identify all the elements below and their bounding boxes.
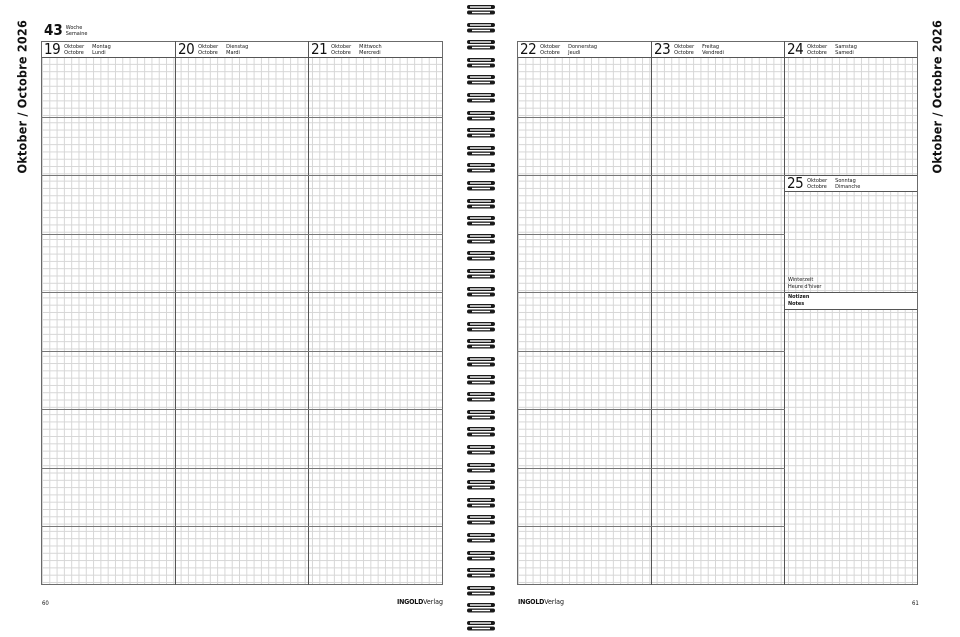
- hour-divider: [517, 234, 785, 235]
- hour-divider: [41, 409, 443, 410]
- weekday-fr: Samedi: [835, 49, 854, 56]
- spiral-ring: [466, 620, 496, 632]
- spiral-ring: [466, 374, 496, 386]
- month-de: Oktober: [674, 43, 695, 50]
- spiral-ring: [466, 514, 496, 526]
- weekday-fr: Mardi: [226, 49, 240, 56]
- weekday-de: Mittwoch: [359, 43, 382, 50]
- column-divider: [651, 41, 652, 585]
- time-change-fr: Heure d'hiver: [788, 283, 822, 290]
- left-side-title: Oktober / Octobre 2026: [14, 20, 30, 174]
- left-page: [0, 0, 466, 637]
- day-number: 19: [44, 40, 61, 58]
- left-brand-logo: [397, 598, 443, 606]
- day-number: 24: [787, 40, 804, 58]
- spiral-ring: [466, 215, 496, 227]
- spiral-ring: [466, 391, 496, 403]
- day-header-sunday: [785, 175, 917, 192]
- hour-divider: [41, 526, 443, 527]
- day-number: 22: [520, 40, 537, 58]
- month-fr: Octobre: [807, 183, 827, 190]
- column-divider: [308, 41, 309, 585]
- week-label-fr: Semaine: [65, 30, 88, 37]
- spiral-ring: [466, 303, 496, 315]
- month-de: Oktober: [807, 43, 828, 50]
- day-label: [331, 44, 381, 56]
- hour-divider: [41, 117, 443, 118]
- spiral-ring: [466, 462, 496, 474]
- week-number: 43: [44, 21, 63, 39]
- time-change-note: [788, 277, 821, 290]
- spiral-ring: [466, 602, 496, 614]
- month-de: Oktober: [807, 177, 828, 184]
- hour-divider: [41, 292, 443, 293]
- spiral-ring: [466, 162, 496, 174]
- weekday-de: Freitag: [702, 43, 720, 50]
- spiral-ring: [466, 532, 496, 544]
- spiral-ring: [466, 321, 496, 333]
- day-label: [674, 44, 724, 56]
- spiral-ring: [466, 22, 496, 34]
- spiral-ring: [466, 57, 496, 69]
- hour-divider: [517, 175, 785, 176]
- month-de: Oktober: [540, 43, 561, 50]
- weekday-fr: Lundi: [92, 49, 106, 56]
- month-de: Oktober: [331, 43, 352, 50]
- hour-divider: [41, 234, 443, 235]
- weekday-de: Donnerstag: [568, 43, 598, 50]
- spiral-ring: [466, 92, 496, 104]
- day-label: [807, 178, 860, 190]
- hour-divider: [517, 292, 785, 293]
- weekday-fr: Mercredi: [359, 49, 381, 56]
- spiral-ring: [466, 479, 496, 491]
- spiral-ring: [466, 198, 496, 210]
- spiral-ring: [466, 250, 496, 262]
- time-change-de: Winterzeit: [788, 277, 814, 283]
- spiral-ring: [466, 233, 496, 245]
- hour-divider: [517, 468, 785, 469]
- column-divider: [175, 41, 176, 585]
- notes-header: [785, 292, 917, 310]
- spiral-ring: [466, 497, 496, 509]
- spiral-ring: [466, 39, 496, 51]
- day-number: 25: [787, 174, 804, 192]
- weekday-de: Samstag: [835, 43, 857, 50]
- hour-divider: [41, 468, 443, 469]
- left-planner-grid[interactable]: [41, 41, 443, 585]
- day-number: 21: [311, 40, 328, 58]
- weekday-fr: Dimanche: [835, 183, 861, 190]
- month-de: Oktober: [198, 43, 219, 50]
- weekday-de: Dienstag: [226, 43, 249, 50]
- hour-divider: [517, 117, 785, 118]
- month-fr: Octobre: [540, 49, 560, 56]
- spiral-ring: [466, 550, 496, 562]
- day-header-wednesday: [309, 42, 442, 58]
- right-side-title: Oktober / Octobre 2026: [929, 20, 945, 174]
- weekday-fr: Vendredi: [702, 49, 724, 56]
- spiral-ring: [466, 180, 496, 192]
- spiral-ring: [466, 409, 496, 421]
- weekday-de: Sonntag: [835, 177, 856, 184]
- weekday-de: Montag: [92, 43, 111, 50]
- brand-bold: INGOLD: [396, 598, 424, 606]
- spiral-ring: [466, 444, 496, 456]
- spiral-ring: [466, 110, 496, 122]
- left-page-number: 60: [42, 600, 49, 607]
- weekday-fr: Jeudi: [568, 49, 581, 56]
- right-planner-grid[interactable]: [517, 41, 918, 585]
- week-label: [66, 25, 88, 37]
- month-de: Oktober: [64, 43, 85, 50]
- month-fr: Octobre: [198, 49, 218, 56]
- day-label: [198, 44, 248, 56]
- hour-divider: [517, 409, 785, 410]
- month-fr: Octobre: [674, 49, 694, 56]
- day-label: [540, 44, 597, 56]
- brand-rest: Verlag: [423, 598, 443, 606]
- day-header-saturday: [785, 42, 917, 58]
- brand-rest: Verlag: [544, 598, 565, 606]
- spiral-ring: [466, 356, 496, 368]
- hour-divider: [517, 526, 785, 527]
- notes-label-fr: Notes: [788, 300, 805, 307]
- day-header-friday: [652, 42, 784, 58]
- spiral-ring: [466, 4, 496, 16]
- right-page: [496, 0, 960, 637]
- spiral-ring: [466, 338, 496, 350]
- column-divider: [784, 41, 785, 585]
- hour-divider: [517, 351, 785, 352]
- spiral-ring: [466, 567, 496, 579]
- notes-label-de: Notizen: [788, 294, 810, 300]
- right-page-number: 61: [912, 600, 919, 607]
- week-label-de: Woche: [65, 24, 83, 31]
- day-header-thursday: [518, 42, 651, 58]
- day-header-tuesday: [176, 42, 308, 58]
- spiral-ring: [466, 127, 496, 139]
- hour-divider: [41, 351, 443, 352]
- spiral-ring: [466, 426, 496, 438]
- month-fr: Octobre: [807, 49, 827, 56]
- month-fr: Octobre: [331, 49, 351, 56]
- day-label: [807, 44, 857, 56]
- day-label: [64, 44, 111, 56]
- day-number: 23: [654, 40, 671, 58]
- month-fr: Octobre: [64, 49, 84, 56]
- spiral-ring: [466, 585, 496, 597]
- brand-bold: INGOLD: [518, 598, 545, 606]
- spiral-ring: [466, 74, 496, 86]
- right-brand-logo: [518, 598, 564, 606]
- week-indicator: [44, 23, 87, 38]
- day-header-monday: [42, 42, 175, 58]
- spiral-ring: [466, 286, 496, 298]
- spiral-ring: [466, 145, 496, 157]
- spiral-ring: [466, 268, 496, 280]
- day-number: 20: [178, 40, 195, 58]
- hour-divider: [41, 175, 443, 176]
